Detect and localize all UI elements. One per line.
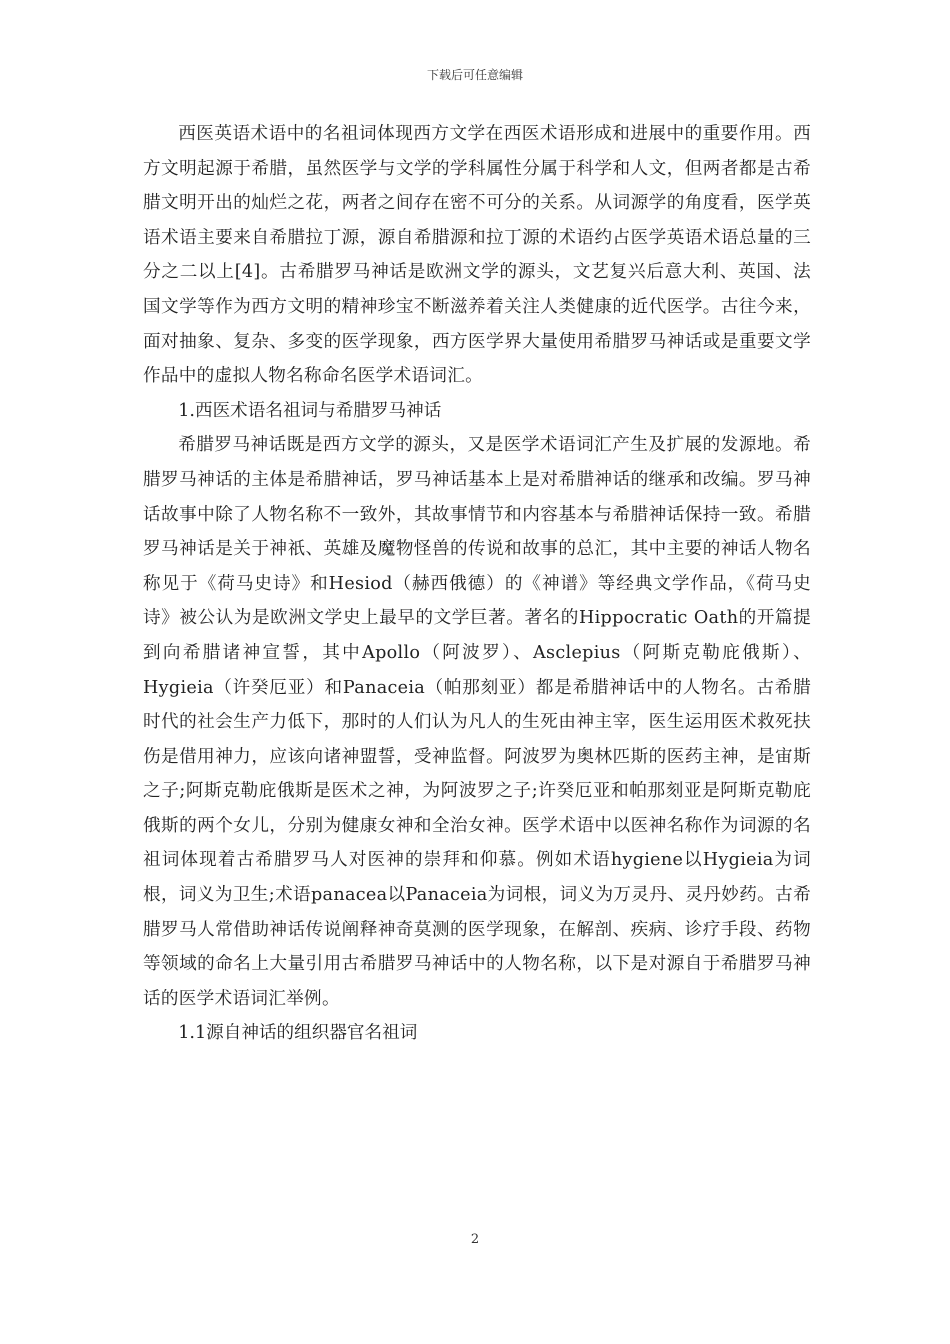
- paragraph-intro: 西医英语术语中的名祖词体现西方文学在西医术语形成和进展中的重要作用。西方文明起源于希腊，虽然医学与文学的学科属性分属于科学和人文，但两者都是古希腊文明开出的灿烂之花，两者之间存在密不可分的关系。从词源学的角度看，医学英语术语主要来自希腊拉丁源，源自希腊源和拉丁源的术语约占医学英语术语总量的三分之二以上[4]。古希腊罗马神话是欧洲文学的源头，文艺复兴后意大利、英国、法国文学等作为西方文明的精神珍宝不断滋养着关注人类健康的近代医学。古往今来，面对抽象、复杂、多变的医学现象，西方医学界大量使用希腊罗马神话或是重要文学作品中的虚拟人物名称命名医学术语词汇。: [143, 124, 811, 387]
- section-heading-1: 1.西医术语名祖词与希腊罗马神话: [178, 400, 442, 421]
- header-note: 下载后可任意编辑: [426, 68, 523, 82]
- section-heading-1-1: 1.1源自神话的组织器官名祖词: [178, 1023, 418, 1044]
- page-number: 2: [470, 1232, 480, 1247]
- document-body: [143, 117, 811, 1051]
- paragraph-mythology: 希腊罗马神话既是西方文学的源头，又是医学术语词汇产生及扩展的发源地。希腊罗马神话的主体是希腊神话，罗马神话基本上是对希腊神话的继承和改编。罗马神话故事中除了人物名称不一致外，其故事情节和内容基本与希腊神话保持一致。希腊罗马神话是关于神祇、英雄及魔物怪兽的传说和故事的总汇，其中主要的神话人物名称见于《荷马史诗》和Hesiod（赫西俄德）的《神谱》等经典文学作品，《荷马史诗》被公认为是欧洲文学史上最早的文学巨著。著名的Hippocratic Oath的开篇提到向希腊诸神宣誓，其中Apollo（阿波罗）、Asclepius（阿斯克勒庇俄斯）、Hygieia（许癸厄亚）和Panaceia（帕那刻亚）都是希腊神话中的人物名。古希腊时代的社会生产力低下，那时的人们认为凡人的生死由神主宰，医生运用医术救死扶伤是借用神力，应该向诸神盟誓，受神监督。阿波罗为奥林匹斯的医药主神，是宙斯之子;阿斯克勒庇俄斯是医术之神，为阿波罗之子;许癸厄亚和帕那刻亚是阿斯克勒庇俄斯的两个女儿，分别为健康女神和全治女神。医学术语中以医神名称作为词源的名祖词体现着古希腊罗马人对医神的崇拜和仰慕。例如术语hygiene以Hygieia为词根，词义为卫生;术语panacea以Panaceia为词根，词义为万灵丹、灵丹妙药。古希腊罗马人常借助神话传说阐释神奇莫测的医学现象，在解剖、疾病、诊疗手段、药物等领域的命名上大量引用古希腊罗马神话中的人物名称，以下是对源自于希腊罗马神话的医学术语词汇举例。: [143, 435, 811, 1009]
